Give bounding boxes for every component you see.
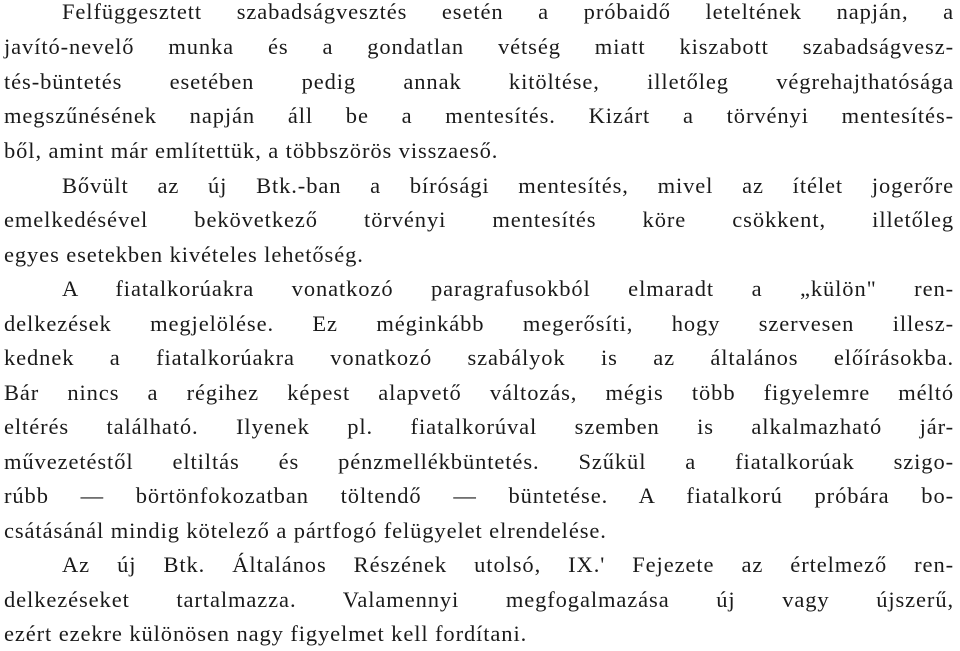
text-line: egyes esetekben kivételes lehetőség.: [4, 242, 364, 267]
text-line: megszűnésének napján áll be a mentesítés. Kizárt a törvényi mentesítés-: [4, 103, 954, 128]
text-line: delkezések megjelölése. Ez méginkább megerősíti, hogy szervesen illesz-: [4, 311, 954, 336]
text-line: Bár nincs a régihez képest alapvető változás, mégis több figyelemre méltó: [4, 380, 954, 405]
text-line: tés-büntetés esetében pedig annak kitöltése, illetőleg végrehajthatósága: [4, 69, 954, 94]
text-line: Az új Btk. Általános Részének utolsó, IX.' Fejezete az értelmező ren-: [62, 552, 954, 577]
text-line: eltérés található. Ilyenek pl. fiatalkorúval szemben is alkalmazható jár-: [4, 414, 954, 439]
text-line: művezetéstől eltiltás és pénzmellékbüntetés. Szűkül a fiatalkorúak szigo-: [4, 449, 954, 474]
text-line: csátásánál mindig kötelező a pártfogó felügyelet elrendelése.: [4, 518, 607, 543]
text-line: emelkedésével bekövetkező törvényi mentesítés köre csökkent, illetőleg: [4, 207, 954, 232]
text-line: javító-nevelő munka és a gondatlan vétség miatt kiszabott szabadságvesz-: [4, 34, 954, 59]
text-line: A fiatalkorúakra vonatkozó paragrafusokból elmaradt a „külön" ren-: [62, 276, 954, 301]
text-line: delkezéseket tartalmazza. Valamennyi megfogalmazása új vagy újszerű,: [4, 587, 954, 612]
text-line: ezért ezekre különösen nagy figyelmet kell fordítani.: [4, 621, 528, 646]
text-line: ből, amint már említettük, a többszörös visszaeső.: [4, 138, 499, 163]
text-line: Felfüggesztett szabadságvesztés esetén a próbaidő leteltének napján, a: [62, 0, 954, 24]
text-line: kednek a fiatalkorúakra vonatkozó szabályok is az általános előírásokba.: [4, 345, 954, 370]
text-line: rúbb — börtönfokozatban töltendő — büntetése. A fiatalkorú próbára bo-: [4, 483, 954, 508]
text-line: Bővült az új Btk.-ban a bírósági mentesítés, mivel az ítélet jogerőre: [62, 173, 954, 198]
